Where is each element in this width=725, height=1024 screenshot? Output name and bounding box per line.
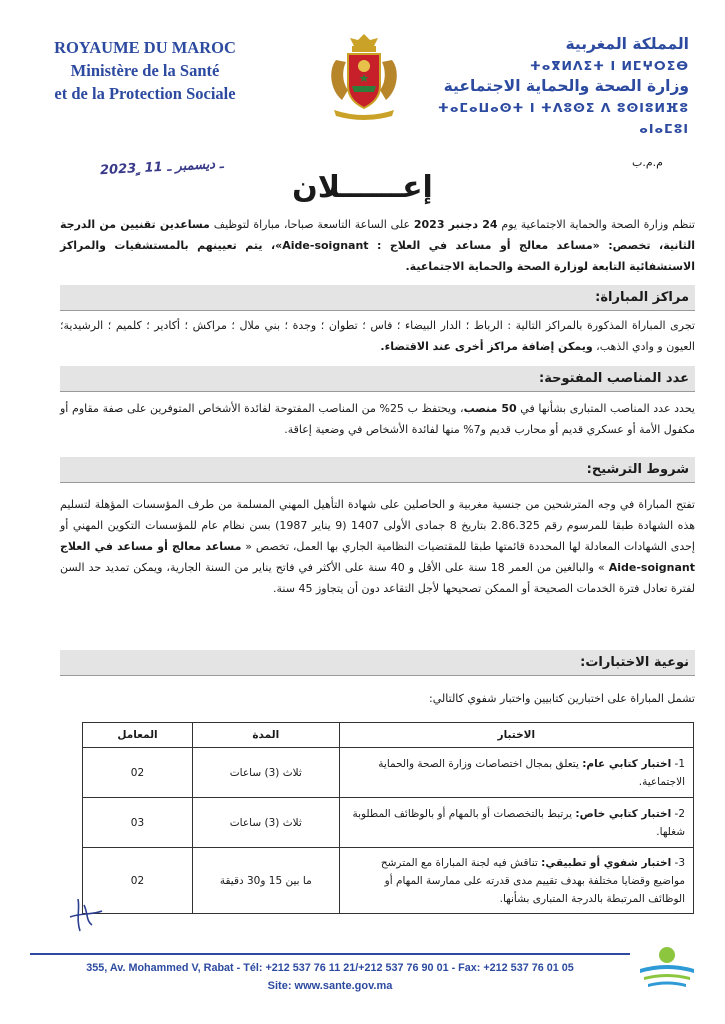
ministry-fr-line2: et de la Protection Sociale [54, 84, 236, 103]
centers-paragraph [60, 315, 695, 357]
intro-post: مساعدين تقنيين من الدرجة الثانية، تخصص: «مساعد معالج أو مساعد في العلاج : Aide-soignant»، يتم تعيينهم بالمستشفيات والمراكز الاستشفائية التابعة لوزارة الصحة والحماية الاجتماعية. [60, 218, 696, 273]
centers-text: تجرى المباراة المذكورة بالمراكز التالية : الرباط ؛ الدار البيضاء ؛ فاس ؛ تطوان ؛ وجدة ؛ بني ملال ؛ مراكش ؛ أكادير ؛ كلميم ؛ الرشيدية؛ العيون و وادي الذهب، [60, 319, 695, 353]
tests-intro: تشمل المباراة على اختبارين كتابيين واختبار شفوي كالتالي: [429, 692, 695, 705]
posts-text-1: يحدد عدد المناصب المتبارى بشأنها في [516, 402, 695, 415]
header-arabic [429, 34, 689, 139]
reference-code: م.م.ب [632, 156, 663, 169]
duration-cell: ثلاث (3) ساعات [192, 748, 339, 798]
exam-cell [339, 848, 693, 914]
exam-number: 1- [674, 757, 685, 770]
duration-cell: ما بين 15 و30 دقيقة [192, 848, 339, 914]
conditions-paragraph [60, 494, 695, 599]
table-row [83, 798, 694, 848]
col-coef: المعامل [83, 723, 193, 748]
conditions-text-1: تفتح المباراة في وجه المترشحين من جنسية مغربية و الحاصلين على شهادة التأهيل المهني المسلمة من طرف المؤسسات المؤهلة لتسليم هذه الشهادة طبقا للمرسوم رقم 2.86.325 بتاريخ 8 جمادى الأولى 1407 (9 يناير 1987) بسن نظام عام للمؤسسات التكوين المهني أو إحدى الشهادات المعادلة لها المحددة قائمتها طبقا للمقتضيات النظامية الجاري بها العمل، تخصص « [60, 498, 696, 553]
table-row [83, 748, 694, 798]
section-heading-tests: نوعية الاختبارات: [60, 650, 695, 676]
intro-date: 24 دجنبر 2023 [413, 218, 498, 231]
conditions-specialty: مساعد معالج أو مساعد في العلاج Aide-soignant [60, 540, 695, 574]
kingdom-fr: ROYAUME DU MAROC [54, 38, 236, 57]
intro-text-2: على الساعة التاسعة صباحا، مباراة لتوظيف [209, 218, 414, 231]
col-duration: المدة [192, 723, 339, 748]
exam-name: اختبار كتابي خاص: [575, 807, 672, 820]
intro-paragraph [60, 214, 695, 277]
intro-text-1: تنظم وزارة الصحة والحماية الاجتماعية يوم [497, 218, 695, 231]
col-exam: الاختبار [339, 723, 693, 748]
table-row [83, 848, 694, 914]
conditions-text-2: » والبالغين من العمر 18 سنة على الأقل و 40 سنة على الأكثر في فاتح يناير من السنة الجارية، ويمكن تمديد حد السن لفترة تعادل فترة الخدمات الصحيحة أو الممكن تصحيحها لأجل التقاعد دون أن يتجاوز 45 سنة. [60, 561, 695, 595]
signature-mark-icon [66, 895, 106, 935]
posts-paragraph [60, 398, 695, 440]
exam-number: 2- [674, 807, 685, 820]
exam-desc: تناقش فيه لجنة المباراة مع المترشح مواضيع وقضايا مختلفة بهدف تقييم مدى قدرته على ممارسة المهام أو الوظائف المرتبطة بالدرجة المتبارى بشأنها. [380, 856, 685, 905]
posts-count: 50 منصب [463, 402, 517, 415]
kingdom-tifinagh: ⵜⴰⴳⵍⴷⵉⵜ ⵏ ⵍⵎⵖⵔⵉⴱ [529, 58, 689, 73]
posts-text-2: ، ويحتفظ ب 25% من المناصب المفتوحة لفائدة الأشخاص المتوفرين على صفة مقاوم أو مكفول الأمة أو عسكري قديم أو محارب قديم و7% منها لفائدة الأشخاص في وضعية إعاقة. [60, 402, 695, 436]
duration-cell: ثلاث (3) ساعات [192, 798, 339, 848]
coef-cell: 02 [83, 748, 193, 798]
exam-name: اختبار شفوي أو تطبيقي: [541, 856, 672, 869]
section-heading-posts: عدد المناصب المفتوحة: [60, 366, 695, 392]
centers-bold: ويمكن إضافة مراكز أخرى عند الاقتضاء. [380, 340, 593, 353]
royal-emblem-icon [318, 30, 410, 122]
exam-cell [339, 748, 693, 798]
section-heading-centers: مراكز المباراة: [60, 285, 695, 311]
section-heading-conditions: شروط الترشيح: [60, 457, 695, 483]
header-french [30, 36, 260, 105]
coef-cell: 03 [83, 798, 193, 848]
exam-name: اختبار كتابي عام: [582, 757, 672, 770]
coef-cell: 02 [83, 848, 193, 914]
exam-cell [339, 798, 693, 848]
page-title: إعــــــلان [292, 170, 433, 205]
exam-desc: يتعلق بمجال اختصاصات وزارة الصحة والحماية الاجتماعية. [378, 757, 685, 788]
tests-table [82, 722, 694, 914]
footer-website: Site: www.sante.gov.ma [267, 980, 393, 992]
ministry-tifinagh: ⵜⴰⵎⴰⵡⴰⵙⵜ ⵏ ⵜⴷⵓⵙⵉ ⴷ ⵓⵙⵏⵓⵍⴼⵓ ⴰⵏⴰⵎⵓⵏ [437, 100, 689, 136]
ministry-fr-line1: Ministère de la Santé [70, 61, 220, 80]
ministry-logo-icon [636, 945, 698, 993]
date-stamp: 2023 ٍ ـ ديسمبر ـ 11 [99, 156, 224, 179]
exam-desc: يرتبط بالتخصصات أو بالمهام أو بالوظائف المطلوبة شغلها. [352, 807, 685, 838]
ministry-ar: وزارة الصحة والحماية الاجتماعية [443, 77, 689, 95]
exam-number: 3- [674, 856, 685, 869]
footer-divider [30, 953, 630, 955]
table-header-row [83, 723, 694, 748]
footer-address: 355, Av. Mohammed V, Rabat - Tél: +212 537 76 11 21/+212 537 76 90 01 - Fax: +212 537 76 01 05 [86, 962, 574, 974]
kingdom-ar: المملكة المغربية [565, 35, 689, 53]
